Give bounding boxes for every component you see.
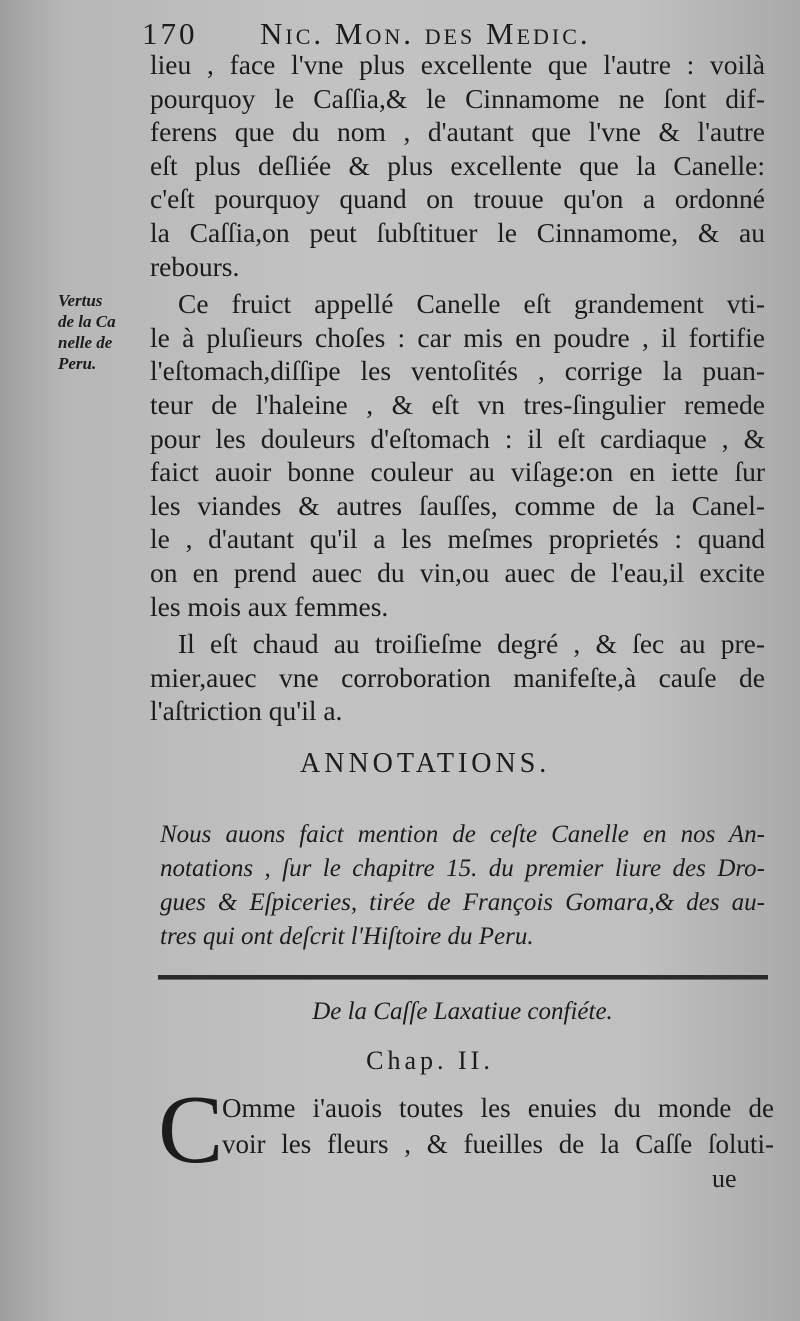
- text-line: lieu , face l'vne plus excellente que l'autre : voilà: [150, 49, 765, 80]
- text-line: le , d'autant qu'il a les meſmes proprietés : quand: [150, 523, 765, 555]
- annotation-line: notations , ſur le chapitre 15. du premier liure des Dro-: [160, 855, 765, 882]
- margin-note-line: Peru.: [58, 354, 97, 373]
- annotations-heading: ANNOTATIONS.: [300, 748, 551, 779]
- text-line: c'eſt pourquoy quand on trouue qu'on a ordonné: [150, 183, 765, 215]
- drop-cap: C: [158, 1076, 224, 1184]
- catchword: ue: [712, 1164, 737, 1193]
- annotation-line: tres qui ont deſcrit l'Hiſtoire du Peru.: [160, 923, 534, 950]
- text-line: les mois aux femmes.: [150, 590, 389, 622]
- text-line: teur de l'haleine , & eſt vn tres-ſingulier remede: [150, 388, 765, 420]
- text-line: Ce fruict appellé Canelle eſt grandement vti-: [178, 288, 765, 320]
- text-line: rebours.: [150, 250, 240, 282]
- chapter-text: [222, 1090, 774, 1162]
- text-line: Il eſt chaud au troiſieſme degré , & ſec au pre-: [178, 628, 765, 660]
- chapter-line: Omme i'auois toutes les enuies du monde de: [222, 1093, 774, 1123]
- text-line: pour les douleurs d'eſtomach : il eſt cardiaque , &: [150, 422, 765, 454]
- chapter-title: De la Caſſe Laxatiue confiéte.: [312, 998, 613, 1025]
- chapter-number: Chap. II.: [366, 1046, 494, 1075]
- text-line: pourquoy le Caſſia,& le Cinnamome ne ſont dif-: [150, 82, 765, 114]
- running-title: Nic. Mon. des Medic.: [260, 16, 591, 51]
- annotations-text: [160, 818, 765, 954]
- margin-note-line: Vertus: [58, 291, 103, 310]
- text-line: mier,auec vne corroboration manifeſte,à cauſe de: [150, 661, 765, 693]
- section-divider: [158, 975, 768, 980]
- margin-note: [58, 290, 148, 374]
- page-header: [142, 12, 682, 52]
- text-line: l'eſtomach,diſſipe les ventoſités , corrige la puan-: [150, 355, 765, 387]
- margin-note-line: nelle de: [58, 333, 113, 352]
- text-line: on en prend auec du vin,ou auec de l'eau,il excite: [150, 556, 765, 588]
- annotation-line: Nous auons faict mention de ceſte Canelle en nos An-: [160, 821, 765, 848]
- text-line: les viandes & autres ſauſſes, comme de la Canel-: [150, 489, 765, 521]
- text-line: faict auoir bonne couleur au viſage:on en iette ſur: [150, 456, 765, 488]
- text-line: le à pluſieurs choſes : car mis en poudre , il fortifie: [150, 321, 765, 353]
- annotation-line: gues & Eſpiceries, tirée de François Gomara,& des au-: [160, 889, 765, 916]
- chapter-line: voir les fleurs , & fueilles de la Caſſe ſoluti-: [222, 1129, 774, 1159]
- text-line: eſt plus deſliée & plus excellente que la Canelle:: [150, 149, 765, 181]
- page-number: 170: [142, 16, 198, 51]
- main-text: [150, 48, 765, 728]
- margin-note-line: de la Ca: [58, 312, 116, 331]
- text-line: la Caſſia,on peut ſubſtituer le Cinnamome, & au: [150, 216, 765, 248]
- text-line: ferens que du nom , d'autant que l'vne & l'autre: [150, 116, 765, 148]
- text-line: l'aſtriction qu'il a.: [150, 695, 343, 727]
